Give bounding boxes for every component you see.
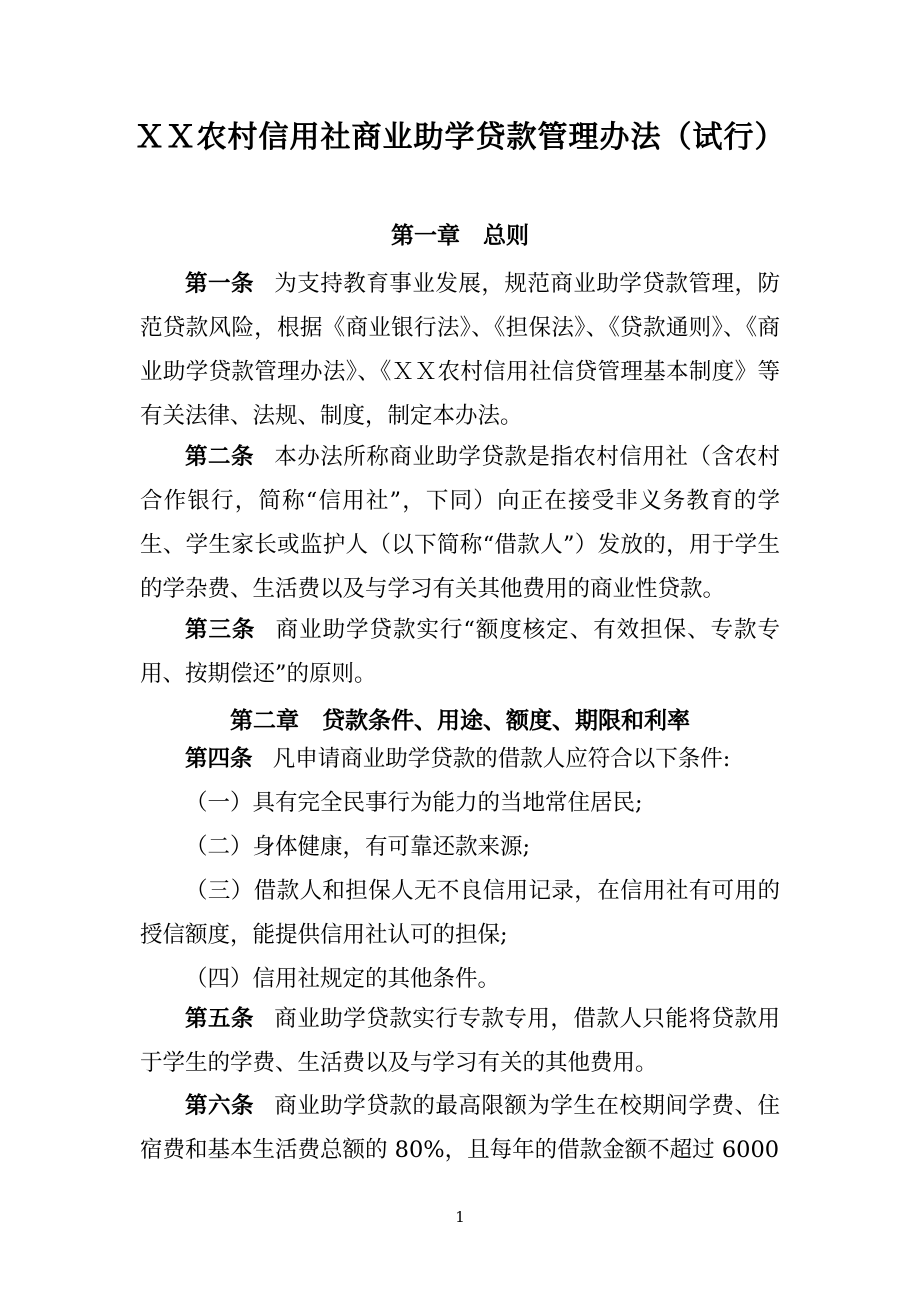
article-6 [140,1084,780,1172]
article-2 [140,435,780,611]
article-4-label: 第四条 [185,746,253,772]
article-6-label: 第六条 [185,1093,255,1119]
article-3-text: 商业助学贷款实行“额度核定、有效担保、专款专用、按期偿还”的原则。 [140,617,780,687]
article-4-text: 凡申请商业助学贷款的借款人应符合以下条件: [272,746,731,772]
document-title: ＸＸ农村信用社商业助学贷款管理办法（试行） [134,120,786,155]
article-4-item-2: （二）身体健康，有可靠还款来源; [185,834,531,860]
article-3-label: 第三条 [185,617,256,643]
article-5-text: 商业助学贷款实行专款专用，借款人只能将贷款用于学生的学费、生活费以及与学习有关的其他费用。 [140,1006,780,1076]
article-2-label: 第二条 [185,444,255,470]
chapter-1-heading: 第一章 总则 [391,223,529,249]
article-4-item-4: （四）信用社规定的其他条件。 [185,966,501,992]
article-3 [140,608,780,696]
page-number: 1 [455,1208,465,1226]
article-4-item-3: （三）借款人和担保人无不良信用记录，在信用社有可用的授信额度，能提供信用社认可的担保; [140,878,780,948]
article-4-item-1: （一）具有完全民事行为能力的当地常住居民; [185,790,643,816]
article-2-text: 本办法所称商业助学贷款是指农村信用社（含农村合作银行，简称“信用社”，下同）向正在接受非义务教育的学生、学生家长或监护人（以下简称“借款人”）发放的，用于学生的学杂费、生活费以及与学习有关其他费用的商业性贷款。 [140,444,780,602]
article-4 [140,737,780,1001]
article-1-label: 第一条 [185,271,255,297]
article-6-text: 商业助学贷款的最高限额为学生在校期间学费、住宿费和基本生活费总额的 80%，且每年的借款金额不超过 6000 [140,1093,780,1163]
chapter-2-heading: 第二章 贷款条件、用途、额度、期限和利率 [230,708,690,734]
article-1 [140,262,780,438]
article-1-text: 为支持教育事业发展，规范商业助学贷款管理，防范贷款风险，根据《商业银行法》、《担保法》、《贷款通则》、《商业助学贷款管理办法》、《ＸＸ农村信用社信贷管理基本制度》等有关法律、法规、制度，制定本办法。 [140,271,780,429]
article-5 [140,997,780,1085]
article-5-label: 第五条 [185,1006,255,1032]
